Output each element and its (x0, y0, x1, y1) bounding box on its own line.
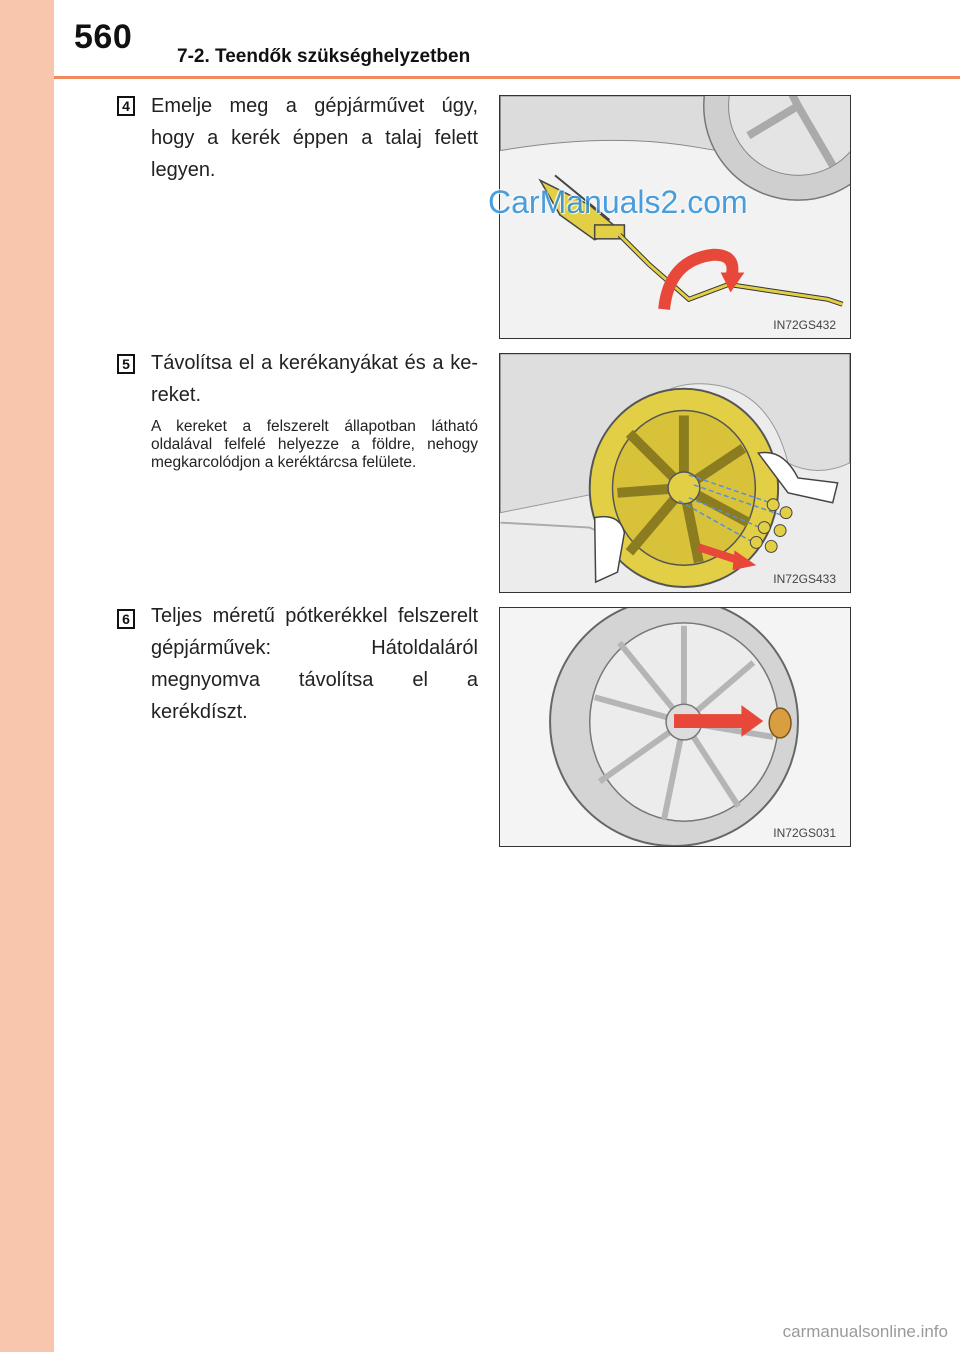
footer-watermark[interactable]: carmanualsonline.info (782, 1322, 948, 1341)
step-marker-6: 6 (117, 609, 135, 629)
step-marker-5: 5 (117, 354, 135, 374)
hubcap-removal-icon (500, 608, 850, 846)
overlay-watermark: CarManuals2.com (488, 184, 748, 220)
step-4-text: Emelje meg a gépjárművet úgy, hogy a kerék éppen a talaj felett legyen. (151, 95, 478, 181)
figure-wheel-removal (499, 353, 851, 593)
page-number: 560 (74, 18, 133, 56)
figure-code-6: IN72GS031 (773, 826, 836, 840)
step-5-text: Távolítsa el a kerékanyákat és a kereket. (151, 352, 478, 406)
figure-code-4: IN72GS432 (773, 318, 836, 332)
side-band (0, 0, 54, 1352)
wheel-removal-icon (500, 354, 850, 592)
figure-code-5: IN72GS433 (773, 572, 836, 586)
step-6-text: Teljes méretű pótkerékkel felszerelt gépjárművek: Hátoldaláról megnyomva távolítsa el a kerékdíszt. (151, 605, 478, 723)
header-rule (54, 76, 960, 79)
section-title: 7-2. Teendők szükséghelyzetben (177, 46, 471, 67)
step-5-note: A kereket a felszerelt állapotban látható oldalával felfelé helyezze a földre, nehogy megkarcolódjon a keréktárcsa felülete. (151, 418, 478, 471)
figure-hubcap-removal (499, 607, 851, 847)
step-marker-4: 4 (117, 96, 135, 116)
